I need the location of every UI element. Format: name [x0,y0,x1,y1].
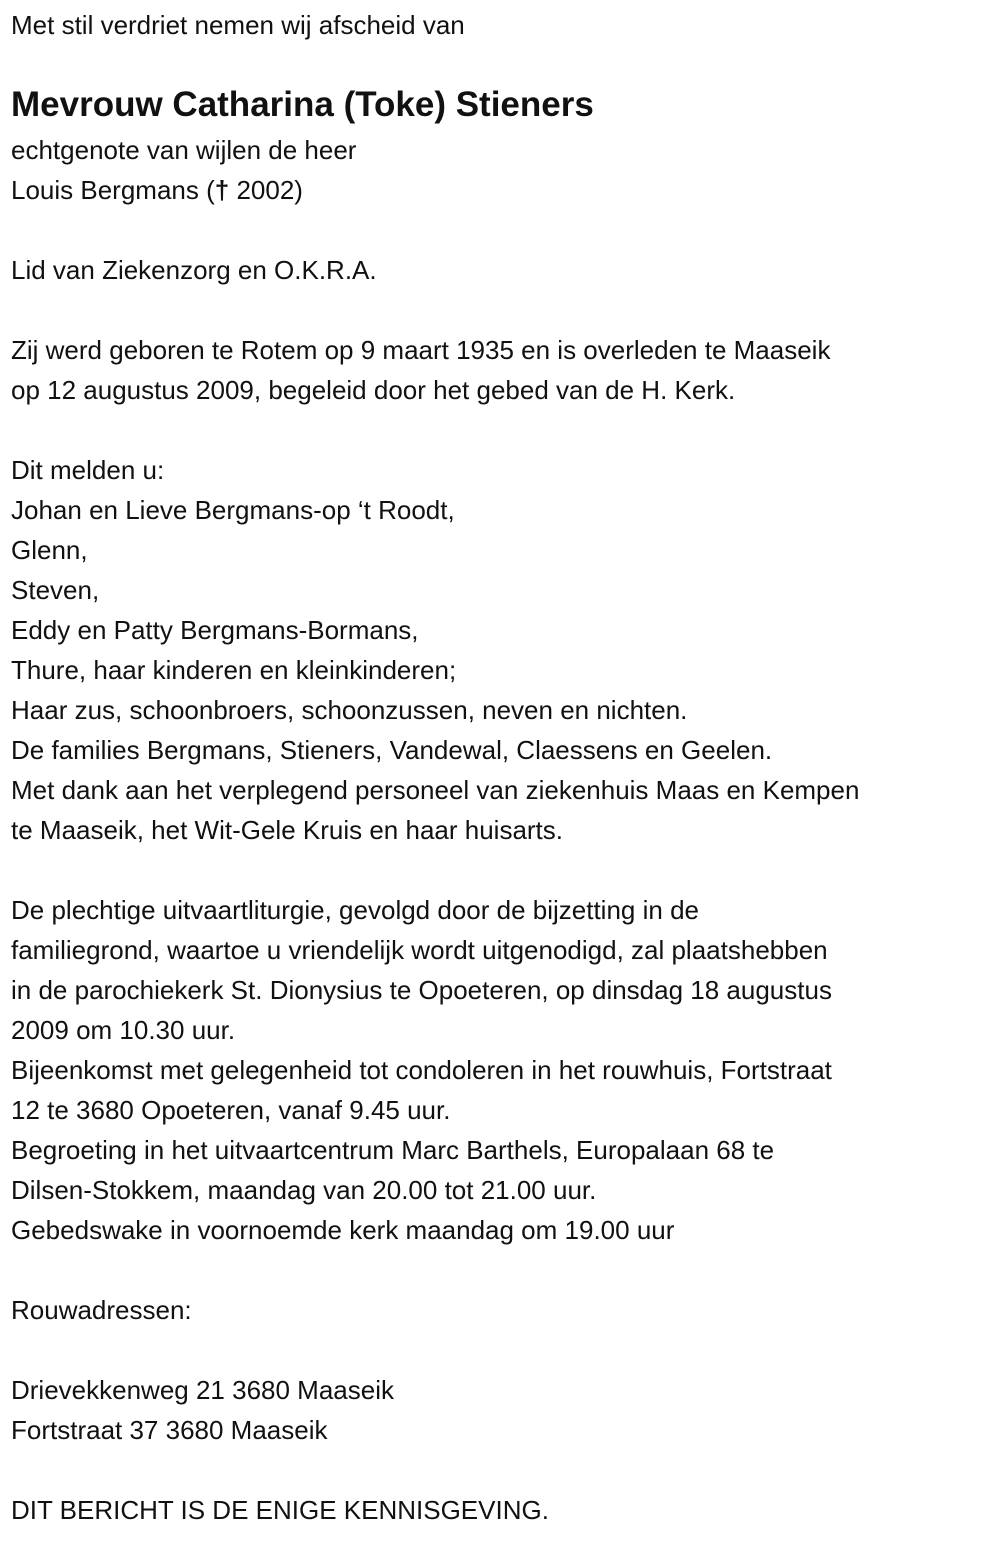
spouse-name: Louis Bergmans († 2002) [11,175,303,205]
address-item: Fortstraat 37 3680 Maaseik [11,1415,328,1445]
birth-death-paragraph: Zij werd geboren te Rotem op 9 maart 1935 en is overleden te Maaseik op 12 augustus 2009, begeleid door het gebed van de H. Kerk. [11,335,831,405]
addresses-list [11,1370,1000,1450]
spouse-line: echtgenote van wijlen de heer [11,135,357,165]
intro-text: Met stil verdriet nemen wij afscheid van [11,10,465,40]
addresses-label: Rouwadressen: [11,1295,192,1325]
cross-icon: † [214,175,230,205]
address-item: Drievekkenweg 21 3680 Maaseik [11,1375,394,1405]
deceased-name: Mevrouw Catharina (Toke) Stieners [11,85,594,124]
family-paragraph: Dit melden u: Johan en Lieve Bergmans-op ‘t Roodt, Glenn, Steven, Eddy en Patty Bergmans-Bormans, Thure, haar kinderen en kleinkinderen; Haar zus, schoonbroers, schoonzussen, neven en nichten. De families Bergmans, Stieners, Vandewal, Claessens en Geelen. Met dank aan het verplegend personeel van ziekenhuis Maas en Kempen te Maaseik, het Wit-Gele Kruis en haar huisarts. [11,455,860,845]
membership-text: Lid van Ziekenzorg en O.K.R.A. [11,255,377,285]
ceremony-paragraph: De plechtige uitvaartliturgie, gevolgd door de bijzetting in de familiegrond, waartoe u vriendelijk wordt uitgenodigd, zal plaatshebben in de parochiekerk St. Dionysius te Opoeteren, op dinsdag 18 augustus 2009 om 10.30 uur. Bijeenkomst met gelegenheid tot condoleren in het rouwhuis, Fortstraat 12 te 3680 Opoeteren, vanaf 9.45 uur. Begroeting in het uitvaartcentrum Marc Barthels, Europalaan 68 te Dilsen-Stokkem, maandag van 20.00 tot 21.00 uur. Gebedswake in voornoemde kerk maandag om 19.00 uur [11,895,832,1245]
notice-text: DIT BERICHT IS DE ENIGE KENNISGEVING. [11,1495,549,1525]
